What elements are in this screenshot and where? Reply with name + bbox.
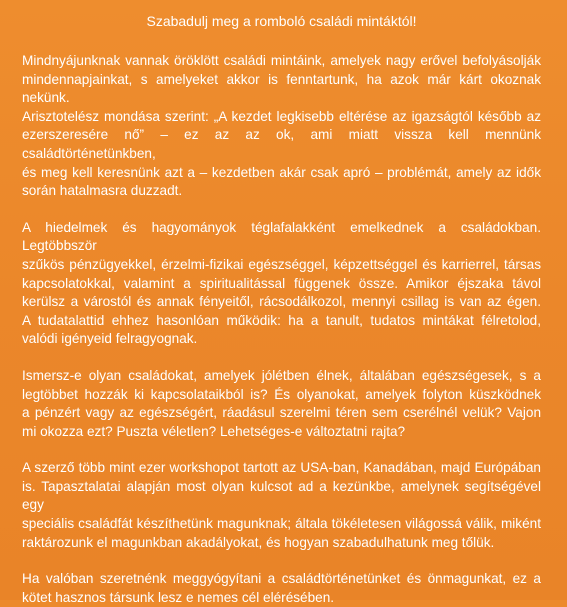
text-line: A tudatalattid ehhez hasonlóan működik: ha a tanult, tudatos mintákat félretolod, (22, 312, 541, 328)
page-title: Szabadulj meg a romboló családi mintáktól! (146, 13, 417, 29)
text-line: Arisztotelész mondása szerint: „A kezdet legkisebb eltérése az igazságtól később az (22, 108, 541, 124)
text-line: A hiedelmek és hagyományok téglafalakként emelkednek a családokban. Legtöbbször (22, 219, 541, 254)
text-line: szűkös pénzügyekkel, érzelmi-fizikai egészséggel, képzettséggel és karrierrel, társas (22, 256, 541, 272)
text-line: mindennapjainkat, s amelyeket akkor is fenntartunk, ha azok már kárt okoznak nekünk. (22, 71, 541, 106)
text-line: Ha valóban szeretnénk meggyógyítani a családtörténetünket és önmagunkat, ez a (22, 571, 541, 587)
text-line: mi okozza ezt? Puszta véletlen? Lehetséges-e változtatni rajta? (22, 423, 406, 439)
paragraph-intro (22, 52, 541, 201)
text-line: A szerző több mint ezer workshopot tartott az USA-ban, Kanadában, majd Európában (22, 460, 541, 476)
text-line: valódi igényeid felragyognak. (22, 331, 198, 347)
text-line: Mindnyájunknak vannak öröklött családi mintáink, amelyek nagy erővel befolyásolják (22, 53, 541, 68)
paragraph-closing (22, 570, 541, 607)
text-line: kapcsolatokkal, valamint a spiritualitással függenek össze. Amikor éjszaka távol (22, 275, 541, 291)
text-line: során hatalmasra duzzadt. (22, 183, 183, 199)
text-line: kötet hasznos társunk lesz e nemes cél elérésében. (22, 589, 335, 605)
text-line: speciális családfát készíthetünk magunknak; általa tökéletesen világossá válik, miként (22, 516, 541, 532)
paragraph-author (22, 459, 541, 552)
text-line: kerülsz a várostól és annak fényeitől, rácsodálkozol, mennyi csillag is van az égen. (22, 294, 541, 310)
text-line: Ismersz-e olyan családokat, amelyek jólétben élnek, általában egészségesek, s a (22, 367, 541, 383)
text-line: is. Tapasztalatai alapján most olyan kulcsot ad a kezünkbe, amelynek segítségével egy (22, 478, 541, 513)
paragraph-questions (22, 367, 541, 441)
text-line: a pénzért vagy az egészségért, ráadásul szerelmi téren sem cserélnél velük? Vajon (22, 405, 541, 421)
paragraph-beliefs (22, 219, 541, 349)
text-line: raktározunk el magunkban akadályokat, és hogyan szabadulhatunk meg tőlük. (22, 534, 495, 550)
text-line: legtöbbet hozzák ki kapcsolataikból is? És olyanokat, amelyek folyton küszködnek (22, 386, 541, 402)
text-line: ezerszeresére nő” – ez az az ok, ami miatt vissza kell mennünk családtörténetünkben, (22, 127, 541, 161)
text-line: és meg kell keresnünk azt a – kezdetben akár csak apró – problémát, amely az idők (22, 164, 541, 180)
